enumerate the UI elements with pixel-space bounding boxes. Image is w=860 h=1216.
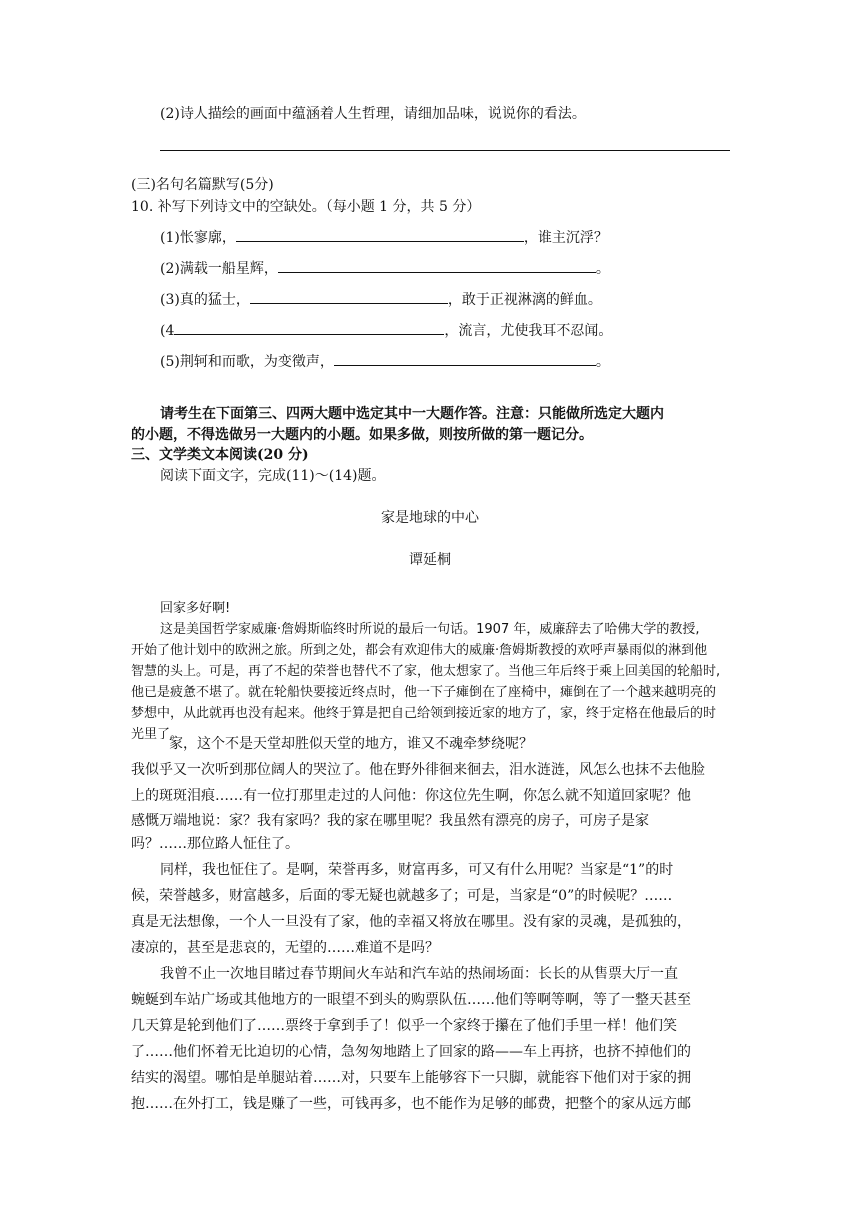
sans-line-5: 他已是疲惫不堪了。就在轮船快要接近终点时，他一下子瘫倒在了座椅中，瘫倒在了一个越来越明亮的	[131, 685, 717, 700]
body-line-6: 同样，我也怔住了。是啊，荣誉再多，财富再多，可又有什么用呢？当家是“1”的时	[160, 862, 674, 878]
part-3-instruction: 阅读下面文字，完成(11)～(14)题。	[160, 468, 386, 484]
blank-item-5-after: 。	[595, 354, 610, 370]
body-line-13: 了……他们怀着无比迫切的心情，急匆匆地踏上了回家的路——车上再挤，也挤不掉他们的	[131, 1044, 691, 1060]
body-line-4: 感慨万端地说：家？我有家吗？我的家在哪里呢？我虽然有漂亮的房子，可房子是家	[131, 813, 649, 829]
blank-item-1-after: ，谁主沉浮？	[523, 230, 608, 246]
sans-line-7: 光里了。	[131, 727, 184, 742]
body-line-1: 家，这个不是天堂却胜似天堂的地方，谁又不魂牵梦绕呢？	[169, 736, 533, 752]
body-line-11: 蜿蜒到车站广场或其他地方的一眼望不到头的购票队伍……他们等啊等啊，等了一整天甚至	[131, 992, 691, 1008]
blank-item-5	[160, 351, 610, 372]
question-10-title: 10. 补写下列诗文中的空缺处。（每小题 1 分，共 5 分）	[131, 199, 481, 215]
blank-item-3-before: (3)真的猛士，	[160, 292, 250, 308]
sans-line-2: 这是美国哲学家威廉·詹姆斯临终时所说的最后一句话。1907 年，威廉辞去了哈佛大学的教授,	[160, 622, 700, 637]
sans-line-6: 梦想中，从此就再也没有起来。他终于算是把自己给领到接近家的地方了，家，终于定格在他最后的时	[131, 706, 717, 721]
body-line-12: 几天算是轮到他们了……票终于拿到手了！似乎一个家终于攥在了他们手里一样！他们笑	[131, 1018, 677, 1034]
blank-input-2[interactable]	[278, 258, 596, 273]
body-line-2: 我似乎又一次听到那位阔人的哭泣了。他在野外徘徊来徊去，泪水涟涟，风怎么也抹不去他脸	[131, 762, 705, 778]
blank-item-5-before: (5)荆轲和而歌，为变徵声，	[160, 354, 334, 370]
body-line-15: 抱……在外打工，钱是赚了一些，可钱再多，也不能作为足够的邮费，把整个的家从远方邮	[131, 1096, 691, 1112]
body-line-8: 真是无法想像，一个人一旦没有了家，他的幸福又将放在哪里。没有家的灵魂，是孤独的，	[131, 914, 691, 930]
blank-input-4[interactable]	[174, 320, 444, 335]
blank-item-3-after: ，敢于正视淋漓的鲜血。	[447, 292, 602, 308]
blank-item-3	[160, 289, 602, 310]
body-line-14: 结实的渴望。哪怕是单腿站着……对，只要车上能够容下一只脚，就能容下他们对于家的拥	[131, 1070, 691, 1086]
sans-line-1: 回家多好啊!	[160, 601, 231, 616]
article-author: 谭延桐	[409, 552, 451, 568]
blank-item-4	[160, 320, 612, 341]
blank-item-2-before: (2)满载一船星辉，	[160, 261, 278, 277]
blank-input-1[interactable]	[236, 227, 524, 242]
notice-line-1: 请考生在下面第三、四两大题中选定其中一大题作答。注意：只能做所选定大题内	[160, 406, 664, 422]
blank-item-2-after: 。	[595, 261, 610, 277]
body-line-7: 候，荣誉越多，财富越多，后面的零无疑也就越多了；可是，当家是“0”的时候呢？……	[131, 888, 673, 904]
blank-input-3[interactable]	[250, 289, 448, 304]
blank-input-5[interactable]	[334, 351, 596, 366]
body-line-5: 吗？……那位路人怔住了。	[131, 836, 299, 852]
body-line-3: 上的斑斑泪痕……有一位打那里走过的人问他：你这位先生啊，你怎么就不知道回家呢？他	[131, 788, 691, 804]
blank-item-4-before: (4	[160, 323, 175, 339]
body-line-9: 凄凉的，甚至是悲哀的，无望的……难道不是吗？	[131, 940, 439, 956]
body-line-10: 我曾不止一次地目睹过春节期间火车站和汽车站的热闹场面：长长的从售票大厅一直	[160, 966, 678, 982]
blank-item-2	[160, 258, 610, 279]
sans-line-4: 智慧的头上。可是，再了不起的荣誉也替代不了家，他太想家了。当他三年后终于乘上回美国的轮船时,	[131, 664, 721, 679]
blank-item-1	[160, 227, 608, 248]
blank-item-1-before: (1)怅寥廓，	[160, 230, 236, 246]
part-3-heading: 三、文学类文本阅读(20 分)	[131, 447, 309, 463]
answer-line	[160, 150, 730, 151]
question-9-2: (2)诗人描绘的画面中蕴涵着人生哲理，请细加品味，说说你的看法。	[160, 106, 586, 122]
blank-item-4-after: ，流言，尤使我耳不忍闻。	[444, 323, 613, 339]
section-3-heading: (三)名句名篇默写(5分)	[131, 177, 274, 193]
sans-line-3: 开始了他计划中的欧洲之旅。所到之处，都会有欢迎伟大的威廉·詹姆斯教授的欢呼声暴雨似的淋到他	[131, 643, 708, 658]
notice-line-2: 的小题，不得选做另一大题内的小题。如果多做，则按所做的第一题记分。	[131, 427, 593, 443]
article-title: 家是地球的中心	[381, 510, 479, 526]
